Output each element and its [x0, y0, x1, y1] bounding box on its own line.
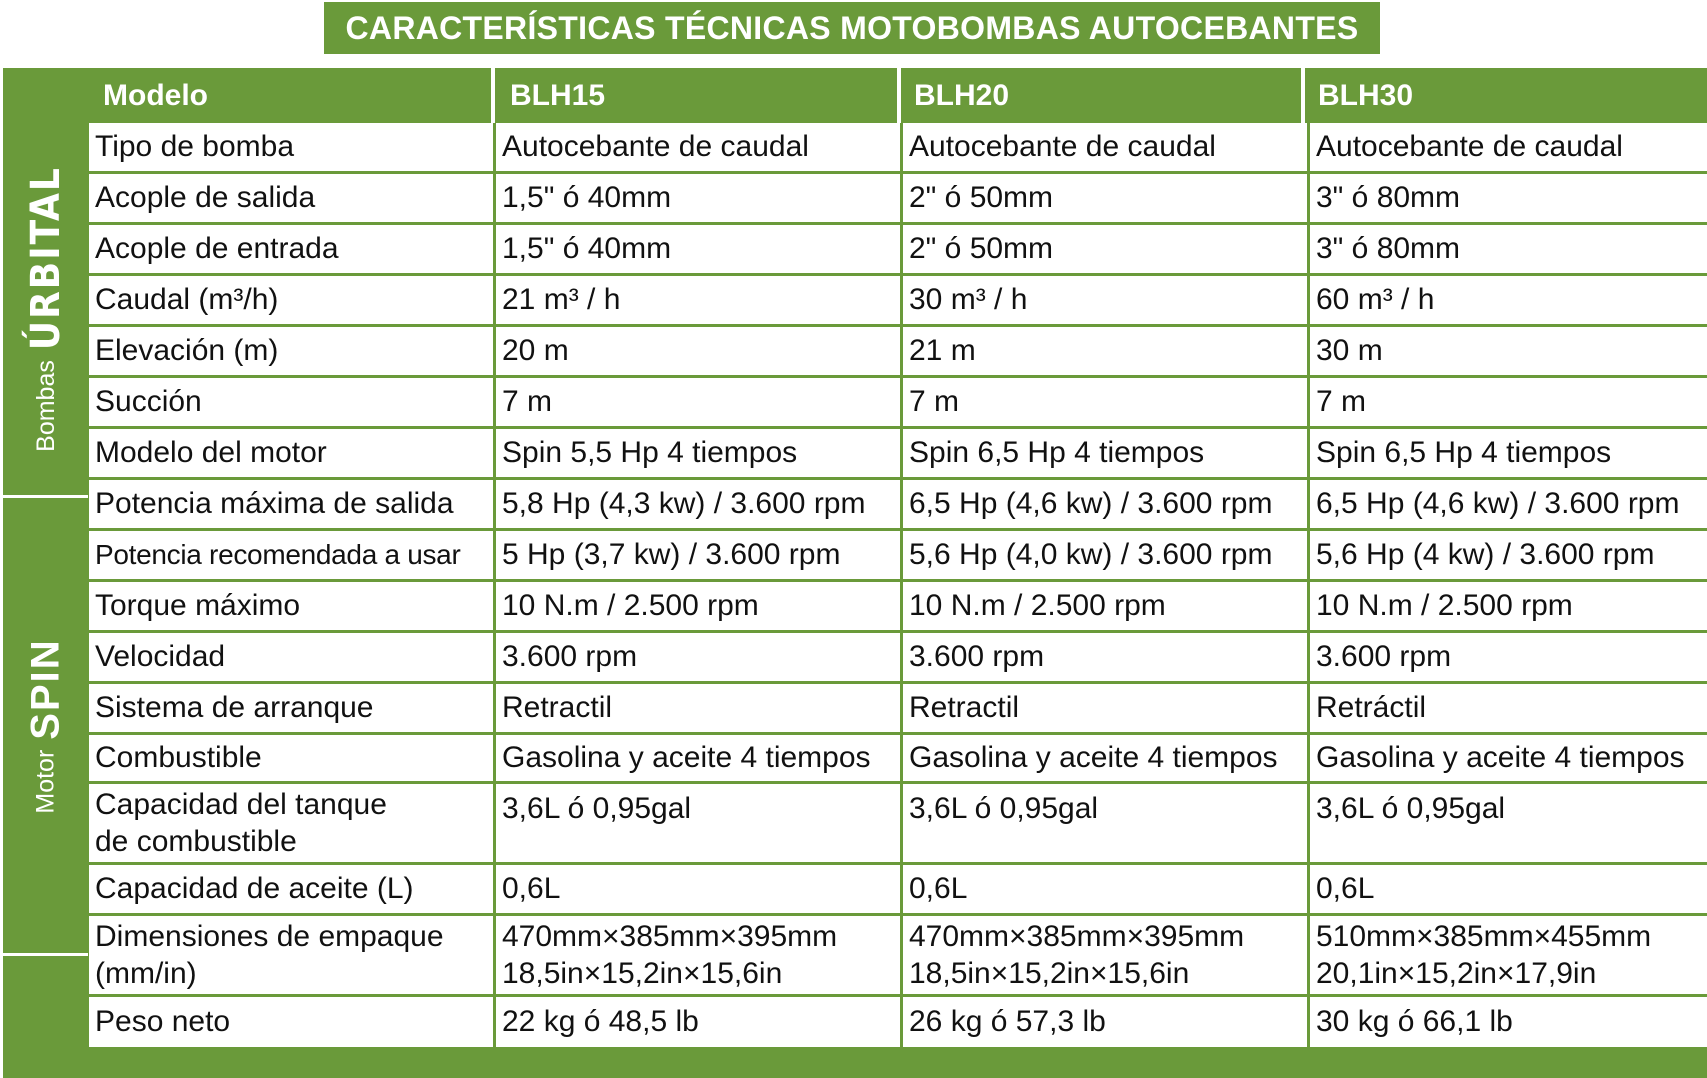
- row-value-blh15: Gasolina y aceite 4 tiempos: [496, 735, 900, 781]
- row-label: Acople de entrada: [89, 225, 493, 273]
- table-row: [89, 531, 1707, 579]
- row-label: Modelo del motor: [89, 429, 493, 477]
- table-row: [89, 997, 1707, 1047]
- row-value-blh30: 3" ó 80mm: [1310, 225, 1707, 273]
- spin-logo: SPIN: [23, 637, 67, 740]
- row-value-blh30: Gasolina y aceite 4 tiempos: [1310, 735, 1707, 781]
- row-value-blh20: Spin 6,5 Hp 4 tiempos: [903, 429, 1307, 477]
- row-value-blh20: Retractil: [903, 684, 1307, 732]
- row-value-blh30: 0,6L: [1310, 865, 1707, 913]
- cell-line: 470mm×385mm×395mm: [502, 920, 838, 953]
- row-value-blh15: [496, 916, 900, 994]
- header-model-blh20: BLH20: [914, 78, 1010, 112]
- side-label-bombas: [3, 123, 88, 495]
- table-row: [89, 276, 1707, 324]
- row-value-blh15: 3,6L ó 0,95gal: [496, 784, 900, 862]
- row-value-blh20: 30 m³ / h: [903, 276, 1307, 324]
- row-value-blh30: 7 m: [1310, 378, 1707, 426]
- cell-line: (mm/in): [95, 957, 197, 990]
- table-row: [89, 735, 1707, 781]
- row-label: Succión: [89, 378, 493, 426]
- row-value-blh20: [903, 916, 1307, 994]
- row-label: Combustible: [89, 735, 493, 781]
- row-value-blh20: Autocebante de caudal: [903, 123, 1307, 171]
- cell-line: 470mm×385mm×395mm: [909, 920, 1245, 953]
- table-row: [89, 327, 1707, 375]
- row-value-blh15: 3.600 rpm: [496, 633, 900, 681]
- row-value-blh30: Retráctil: [1310, 684, 1707, 732]
- row-label: Torque máximo: [89, 582, 493, 630]
- row-value-blh15: Autocebante de caudal: [496, 123, 900, 171]
- row-value-blh15: 1,5" ó 40mm: [496, 225, 900, 273]
- row-value-blh20: 3.600 rpm: [903, 633, 1307, 681]
- row-label: Peso neto: [89, 997, 493, 1047]
- row-value-blh15: 5 Hp (3,7 kw) / 3.600 rpm: [496, 531, 900, 579]
- row-value-blh15: 21 m³ / h: [496, 276, 900, 324]
- row-value-blh15: 10 N.m / 2.500 rpm: [496, 582, 900, 630]
- table-row: [89, 633, 1707, 681]
- row-value-blh15: 22 kg ó 48,5 lb: [496, 997, 900, 1047]
- table-row: [89, 225, 1707, 273]
- table-row: [89, 784, 1707, 862]
- row-value-blh15: Spin 5,5 Hp 4 tiempos: [496, 429, 900, 477]
- table-row: [89, 865, 1707, 913]
- orbital-logo: ÚRBITAL: [22, 166, 69, 351]
- row-value-blh30: 10 N.m / 2.500 rpm: [1310, 582, 1707, 630]
- row-value-blh20: Gasolina y aceite 4 tiempos: [903, 735, 1307, 781]
- table-row: [89, 480, 1707, 528]
- row-value-blh20: 26 kg ó 57,3 lb: [903, 997, 1307, 1047]
- table-row: [89, 378, 1707, 426]
- row-value-blh30: 5,6 Hp (4 kw) / 3.600 rpm: [1310, 531, 1707, 579]
- table-row: [89, 123, 1707, 171]
- header-model-blh30: BLH30: [1318, 78, 1414, 112]
- row-value-blh30: [1310, 916, 1707, 994]
- page-title: CARACTERÍSTICAS TÉCNICAS MOTOBOMBAS AUTOCEBANTES: [324, 2, 1380, 54]
- side-prefix-bombas: Bombas: [31, 360, 59, 452]
- cell-line: Dimensiones de empaque: [95, 920, 444, 953]
- row-value-blh15: 0,6L: [496, 865, 900, 913]
- side-label-motor: [3, 498, 88, 953]
- header-model-blh15: BLH15: [510, 78, 606, 112]
- header-label: Modelo: [103, 78, 208, 112]
- table-row: [89, 174, 1707, 222]
- table-row: [89, 684, 1707, 732]
- row-value-blh30: 3" ó 80mm: [1310, 174, 1707, 222]
- row-value-blh30: 3,6L ó 0,95gal: [1310, 784, 1707, 862]
- row-value-blh30: 60 m³ / h: [1310, 276, 1707, 324]
- row-value-blh30: Autocebante de caudal: [1310, 123, 1707, 171]
- row-value-blh20: 7 m: [903, 378, 1307, 426]
- row-label: Tipo de bomba: [89, 123, 493, 171]
- side-prefix-motor: Motor: [31, 749, 59, 814]
- row-value-blh20: 2" ó 50mm: [903, 174, 1307, 222]
- row-value-blh30: 30 kg ó 66,1 lb: [1310, 997, 1707, 1047]
- row-label: Capacidad de aceite (L): [89, 865, 493, 913]
- cell-line: de combustible: [95, 825, 297, 858]
- row-value-blh20: 10 N.m / 2.500 rpm: [903, 582, 1307, 630]
- row-label: Elevación (m): [89, 327, 493, 375]
- row-label: Potencia máxima de salida: [89, 480, 493, 528]
- row-value-blh30: 30 m: [1310, 327, 1707, 375]
- row-label: [89, 916, 493, 994]
- row-value-blh30: Spin 6,5 Hp 4 tiempos: [1310, 429, 1707, 477]
- row-value-blh30: 3.600 rpm: [1310, 633, 1707, 681]
- row-value-blh30: 6,5 Hp (4,6 kw) / 3.600 rpm: [1310, 480, 1707, 528]
- row-value-blh20: 0,6L: [903, 865, 1307, 913]
- cell-line: 18,5in×15,2in×15,6in: [909, 957, 1190, 990]
- cell-line: 510mm×385mm×455mm: [1316, 920, 1652, 953]
- table-body: [89, 123, 1707, 1078]
- row-value-blh20: 5,6 Hp (4,0 kw) / 3.600 rpm: [903, 531, 1307, 579]
- specs-table: [3, 68, 1707, 1078]
- header-divider: [491, 68, 495, 123]
- table-row: [89, 582, 1707, 630]
- row-value-blh20: 21 m: [903, 327, 1307, 375]
- row-value-blh15: 7 m: [496, 378, 900, 426]
- row-value-blh15: Retractil: [496, 684, 900, 732]
- row-value-blh15: 1,5" ó 40mm: [496, 174, 900, 222]
- row-label: Sistema de arranque: [89, 684, 493, 732]
- row-value-blh20: 6,5 Hp (4,6 kw) / 3.600 rpm: [903, 480, 1307, 528]
- row-value-blh20: 3,6L ó 0,95gal: [903, 784, 1307, 862]
- cell-line: 20,1in×15,2in×17,9in: [1316, 957, 1597, 990]
- cell-line: Capacidad del tanque: [95, 788, 387, 821]
- row-value-blh15: 20 m: [496, 327, 900, 375]
- row-label: Velocidad: [89, 633, 493, 681]
- row-label: Caudal (m³/h): [89, 276, 493, 324]
- row-label: [89, 784, 493, 862]
- row-value-blh20: 2" ó 50mm: [903, 225, 1307, 273]
- table-row: [89, 916, 1707, 994]
- side-separator: [3, 953, 88, 956]
- row-value-blh15: 5,8 Hp (4,3 kw) / 3.600 rpm: [496, 480, 900, 528]
- cell-line: 18,5in×15,2in×15,6in: [502, 957, 783, 990]
- row-label: Acople de salida: [89, 174, 493, 222]
- table-row: [89, 429, 1707, 477]
- row-label: Potencia recomendada a usar: [89, 531, 493, 579]
